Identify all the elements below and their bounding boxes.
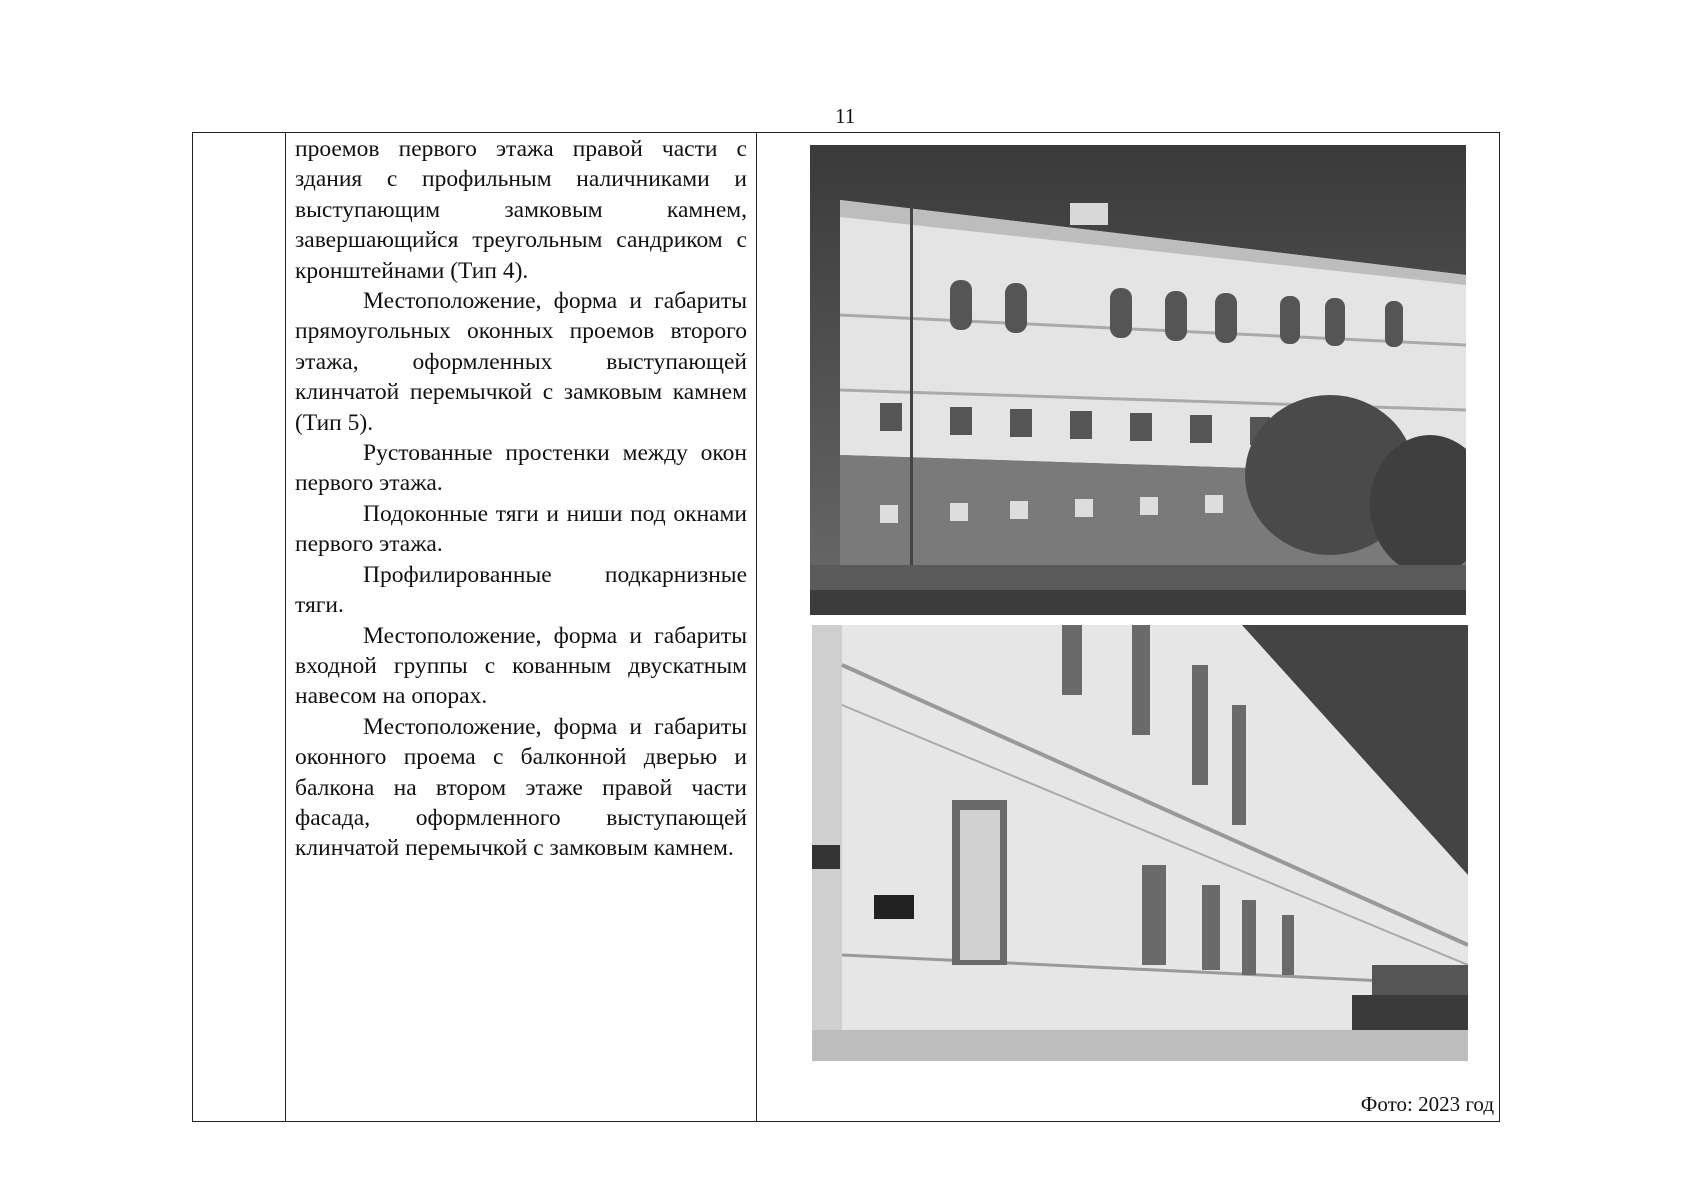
page-number: 11 [835,104,856,128]
paragraph-sill-niches: Подоконные тяги и ниши под окнами первого этажа. [295,500,747,558]
paragraph-rusticated-piers: Рустованные простенки между окон первого этажа. [295,440,747,497]
paragraph-type5-windows: Местоположение, форма и габариты прямоугольных оконных проемов второго этажа, оформленных выступающей клинчатой перемычкой с замковым камнем (Тип 5). [295,288,747,436]
table-column-divider-1 [285,133,286,1121]
paragraph-cornice: Профилированные подкарнизные тяги. [295,561,747,619]
photo-caption: Фото: 2023 год [1360,1092,1494,1116]
paragraph-continuation: проемов первого этажа правой части с здания с профильным наличниками и выступающим замковым камнем, завершающийся треугольным сандриком с кронштейнами (Тип 4). [295,136,747,284]
description-text [295,134,747,864]
table-column-divider-2 [756,133,757,1121]
facade-closeup-photo [812,625,1468,1061]
paragraph-balcony: Местоположение, форма и габариты оконного проема с балконной дверью и балкона на втором этаже правой части фасада, оформленного выступающей клинчатой перемычкой с замковым камнем. [295,713,747,862]
building-facade-photo [810,145,1466,615]
paragraph-entrance-group: Местоположение, форма и габариты входной группы с кованным двускатным навесом на опорах. [295,622,747,710]
